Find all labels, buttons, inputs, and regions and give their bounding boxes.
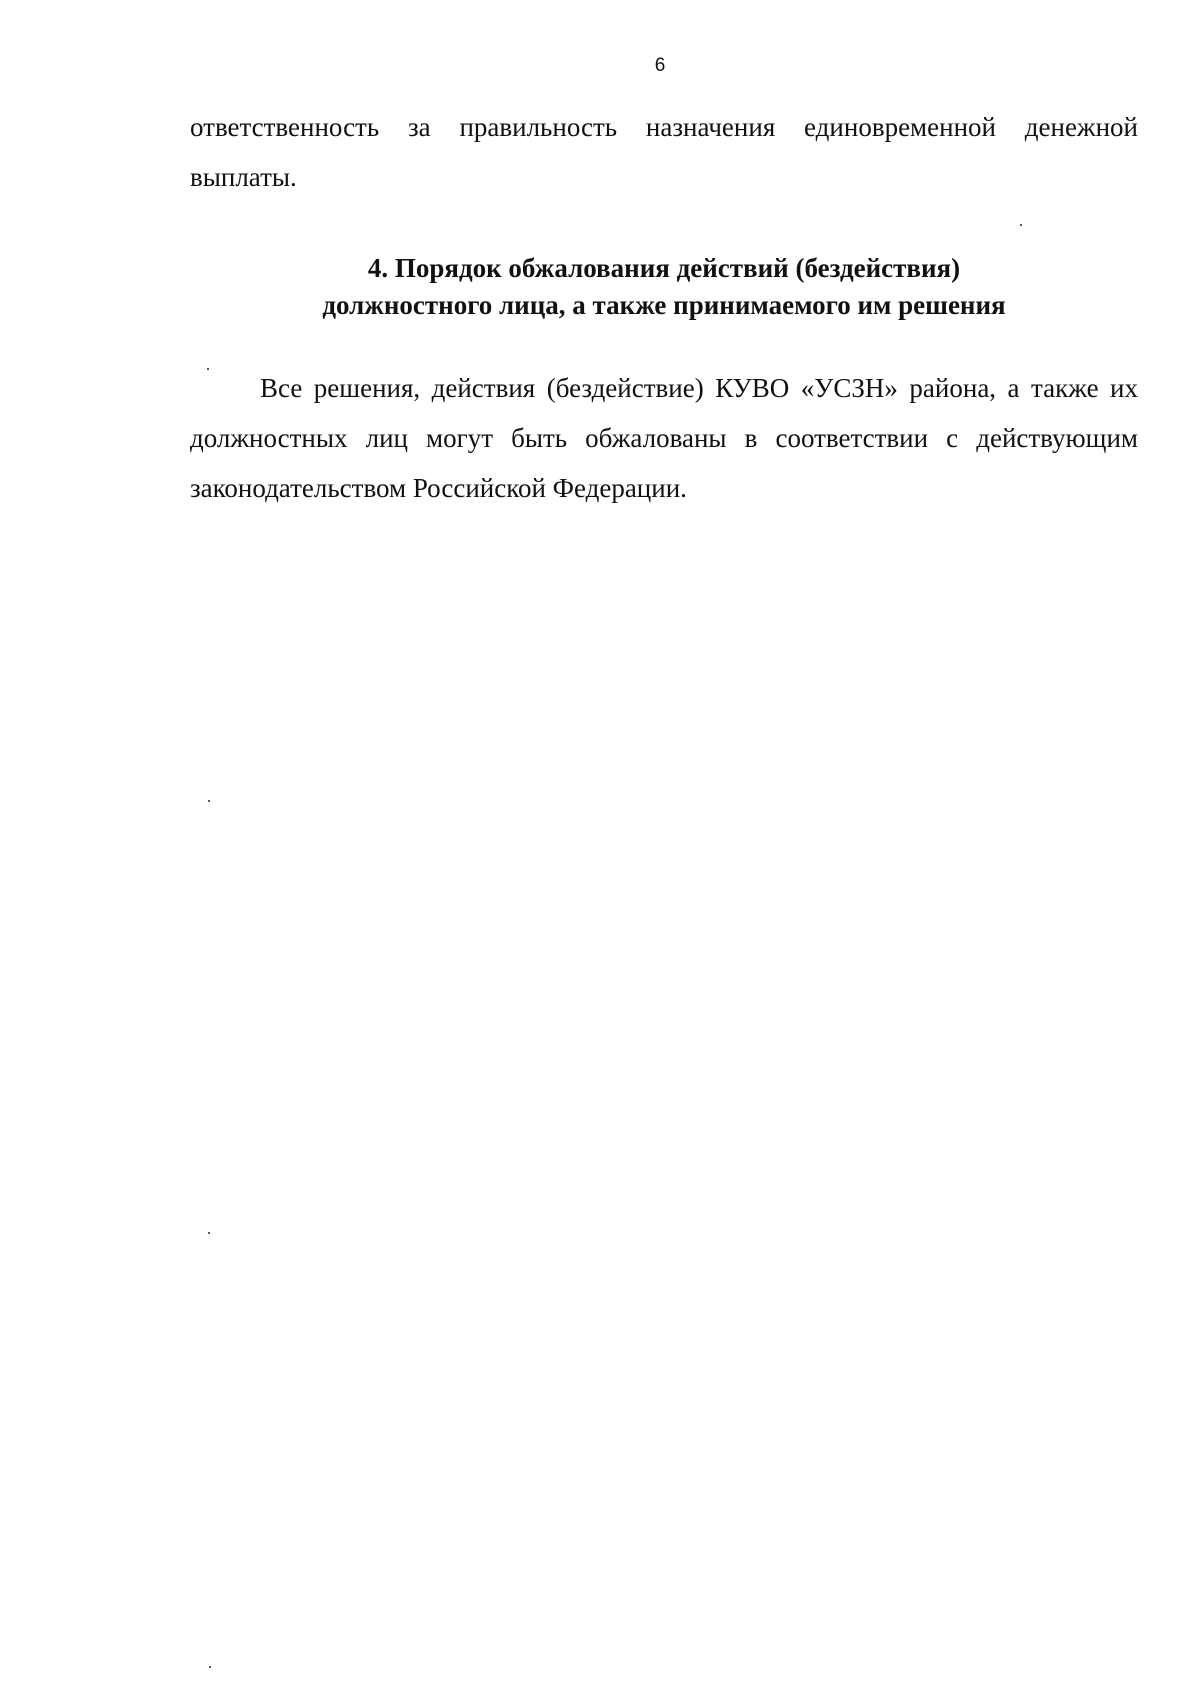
section-heading: [190, 250, 1138, 324]
page-number: 6: [654, 55, 666, 76]
body-paragraph: Все решения, действия (бездействие) КУВО «УСЗН» района, а также их должностных лиц могут быть обжалованы в соответствии с действующим законодательством Российской Федерации.: [190, 373, 1138, 503]
section-heading-line-2: должностного лица, а также принимаемого им решения: [322, 290, 1006, 320]
section-heading-line-1: 4. Порядок обжалования действий (бездействия): [367, 253, 961, 283]
continuation-paragraph: ответственность за правильность назначения единовременной денежной выплаты.: [190, 112, 1138, 192]
scan-speck: [208, 800, 210, 802]
scan-speck: [208, 1232, 210, 1234]
scan-speck: [209, 1666, 211, 1668]
scan-speck: [207, 368, 209, 370]
scan-speck: [1020, 224, 1022, 226]
